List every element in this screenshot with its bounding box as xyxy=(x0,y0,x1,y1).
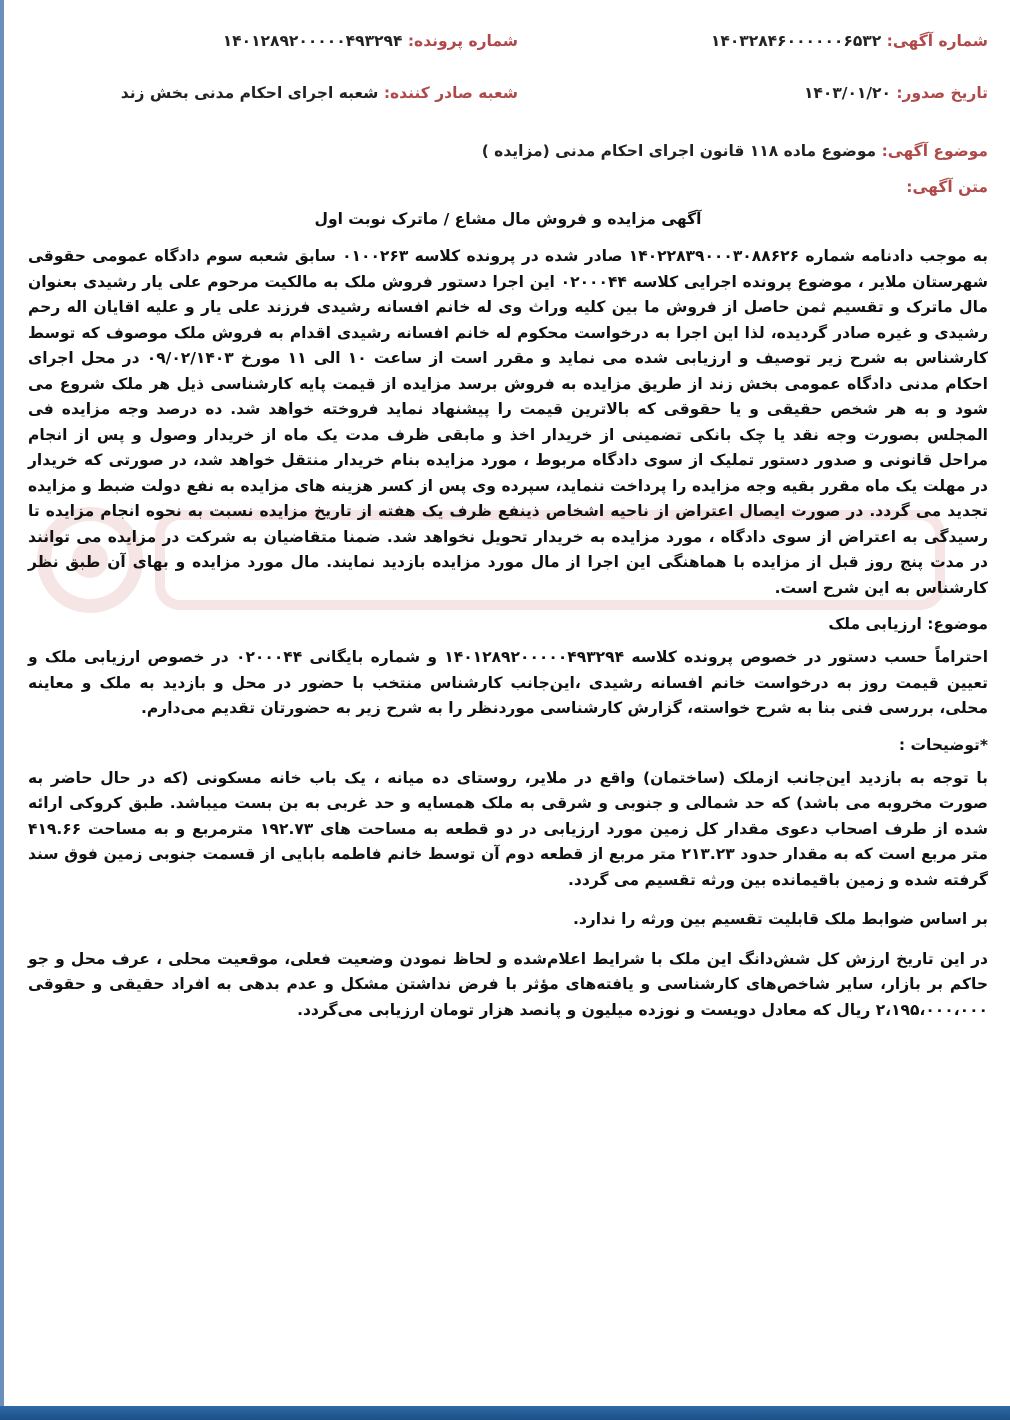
case-number-value: ۱۴۰۱۲۸۹۲۰۰۰۰۰۴۹۳۲۹۴ xyxy=(222,32,403,50)
ad-number xyxy=(711,32,988,50)
ad-text-heading xyxy=(28,178,988,196)
ad-subject xyxy=(28,142,988,160)
issue-date-label: تاریخ صدور: xyxy=(896,84,988,102)
ad-subject-value: موضوع ماده ۱۱۸ قانون اجرای احکام مدنی (مزایده ) xyxy=(481,142,877,160)
issuer-value: شعبه اجرای احکام مدنی بخش زند xyxy=(120,84,379,102)
case-number xyxy=(223,32,518,50)
valuation-subject: موضوع: ارزیابی ملک xyxy=(828,615,988,633)
ad-text-label: متن آگهی: xyxy=(906,178,988,196)
paragraph-valuation-request: احتراماً حسب دستور در خصوص پرونده کلاسه ۱۴۰۱۲۸۹۲۰۰۰۰۰۴۹۳۲۹۴ و شماره بایگانی ۰۲۰۰۰۴۴ در خصوص ارزیابی ملک و تعیین قیمت روز به درخواست خانم افسانه رشیدی ،این‌جانب کارشناس منتخب با حضور در محل و بازدید به ملک و معاینه محلی، بررسی فنی بنا به شرح خواسته، گزارش کارشناسی موردنظر را به شرح زیر به حضورتان تقدیم می‌دارم. xyxy=(28,648,989,717)
ad-number-value: ۱۴۰۳۲۸۴۶۰۰۰۰۰۰۶۵۳۲ xyxy=(710,32,882,50)
notes-heading: *توضیحات : xyxy=(898,735,988,754)
issue-date xyxy=(804,84,988,102)
issuer xyxy=(121,84,518,102)
ad-title: آگهی مزایده و فروش مال مشاع / ماترک نوبت اول xyxy=(314,210,702,228)
paragraph-division: بر اساس ضوابط ملک قابلیت تقسیم بین ورثه را ندارد. xyxy=(572,910,988,928)
bottom-bar xyxy=(0,1406,1010,1420)
paragraph-auction-terms: به موجب دادنامه شماره ۱۴۰۲۲۸۳۹۰۰۰۳۰۸۸۶۲۶ صادر شده در پرونده کلاسه ۰۱۰۰۲۶۳ سابق شعبه سوم دادگاه عمومی حقوقی شهرستان ملایر ، موضوع پرونده اجرایی کلاسه ۰۲۰۰۰۴۴ این اجرا دستور فروش ملک به مالکیت مرحوم علی یار رشیدی بعنوان مال ماترک و تقسیم ثمن حاصل از فروش ما بین کلیه وراث وی له خانم افسانه رشیدی فرزند علی یار و علیه اقایان اله رحم رشیدی و غیره صادر گردیده، لذا این اجرا به درخواست محکوم له خانم افسانه رشیدی اقدام به فروش ملک موصوف که توسط کارشناس به شرح زیر توصیف و ارزیابی شده می نماید و مقرر است از ساعت ۱۰ الی ۱۱ مورخ ۰۹/۰۲/۱۴۰۳ در محل اجرای احکام مدنی دادگاه عمومی بخش زند از طریق مزایده به فروش برسد مزایده از قیمت پایه کارشناسی ذیل هر ملک شروع می شود و به هر شخص حقیقی و یا حقوقی که بالاترین قیمت را پیشنهاد نماید فروخته خواهد شد. ده درصد وجه مزایده فی المجلس بصورت وجه نقد یا چک بانکی تضمینی از خریدار اخذ و مابقی ظرف مدت یک ماه از خریدار وصول و پس از انجام مراحل قانونی و صدور دستور تملیک از سوی دادگاه مربوط ، مورد مزایده بنام خریدار منتقل خواهد شد، در صورتی که خریدار در مهلت یک ماه مقرر بقیه وجه مزایده را پرداخت ننماید، سپرده وی پس از کسر هزینه های مزایده به نفع دولت ضبط و مزایده تجدید می گردد. در صورت ایصال اعتراض از ناحیه اشخاص ذینفع ظرف یک هفته از تاریخ مزایده نسبت به نحوه انجام مزایده تا رسیدگی به اعتراض از سوی دادگاه ، مورد مزایده به خریدار تحویل نخواهد شد. ضمنا متقاضیان به شرکت در مزایده می توانند در مدت پنج روز قبل از مزایده با هماهنگی این اجرا از مال مورد مزایده بازدید نمایند. مال مورد مزایده و بهای آن طبق نظر کارشناس به این شرح است. xyxy=(28,247,988,597)
issue-date-value: ۱۴۰۳/۰۱/۲۰ xyxy=(803,84,891,102)
paragraph-property-description: با توجه به بازدید این‌جانب ازملک (ساختمان) واقع در ملایر، روستای ده میانه ، یک باب خانه مسکونی (که در حال حاضر به صورت مخروبه می باشد) که حد شمالی و جنوبی و شرقی به ملک همسایه و حد غربی به بن بست میباشد. طبق کروکی ارائه شده از طرف اصحاب دعوی مقدار کل زمین مورد ارزیابی در دو قطعه به مساحت های ۱۹۲.۷۳ مترمربع و به مساحت ۴۱۹.۶۶ متر مربع است که به مقدار حدود ۲۱۳.۲۳ متر مربع از قطعه دوم آن توسط خانم فاطمه بابایی از قسمت جنوبی زمین فوق سند گرفته شده و زمین باقیمانده بین ورثه تقسیم می گردد. xyxy=(28,768,988,889)
ad-subject-label: موضوع آگهی: xyxy=(881,142,988,160)
header-row-1 xyxy=(28,32,988,84)
case-number-label: شماره پرونده: xyxy=(407,32,518,50)
document xyxy=(28,32,988,1037)
header-row-2 xyxy=(28,84,988,136)
paragraph-final-value: در این تاریخ ارزش کل شش‌دانگ این ملک با شرایط اعلام‌شده و لحاظ نمودن وضعیت فعلی، موقعیت محلی ، عرف محل و جو حاکم بر بازار، سایر شاخص‌های کارشناسی و یافته‌های مؤثر با فرض نداشتن مشکل و عدم بدهی به افراد حقیقی و حقوقی ۲،۱۹۵،۰۰۰،۰۰۰ ریال که معادل دویست و نوزده میلیون و پانصد هزار تومان ارزیابی می‌گردد. xyxy=(28,949,988,1019)
issuer-label: شعبه صادر کننده: xyxy=(383,84,518,102)
ad-number-label: شماره آگهی: xyxy=(886,32,988,50)
